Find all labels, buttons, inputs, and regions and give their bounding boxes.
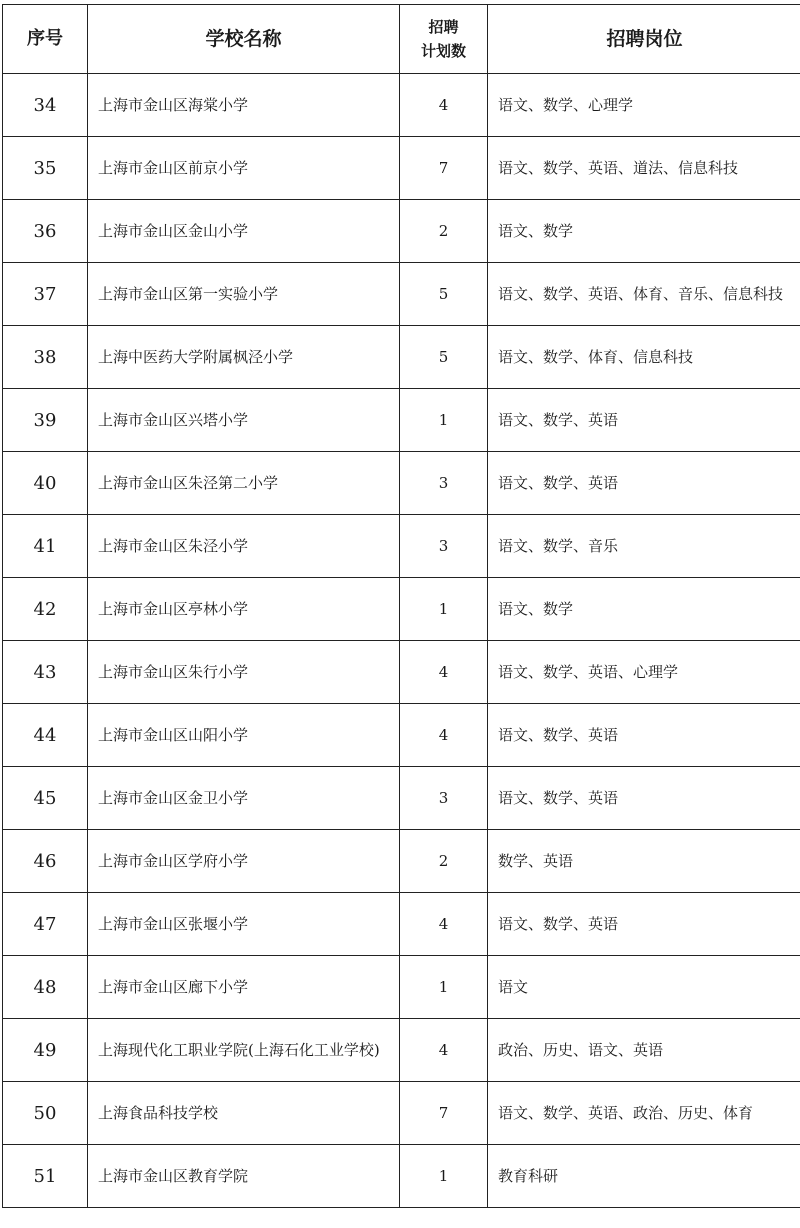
table-row	[3, 704, 800, 767]
row-plan-count: 3	[400, 515, 488, 578]
row-serial-number: 36	[3, 200, 88, 263]
table-row	[3, 893, 800, 956]
row-school-name: 上海市金山区朱泾第二小学	[88, 452, 400, 515]
row-plan-count: 2	[400, 200, 488, 263]
table-row	[3, 830, 800, 893]
row-plan-count: 5	[400, 326, 488, 389]
row-serial-number: 34	[3, 74, 88, 137]
row-serial-number: 43	[3, 641, 88, 704]
row-serial-number: 45	[3, 767, 88, 830]
table-row	[3, 452, 800, 515]
row-positions: 语文、数学、体育、信息科技	[488, 326, 800, 389]
row-plan-count: 2	[400, 830, 488, 893]
row-positions: 语文、数学、英语	[488, 893, 800, 956]
header-plan-count-line2: 计划数	[420, 42, 466, 60]
table-row	[3, 641, 800, 704]
header-serial-number: 序号	[3, 5, 88, 74]
row-serial-number: 49	[3, 1019, 88, 1082]
row-plan-count: 4	[400, 1019, 488, 1082]
header-school-name: 学校名称	[88, 5, 400, 74]
row-plan-count: 3	[400, 452, 488, 515]
row-positions: 政治、历史、语文、英语	[488, 1019, 800, 1082]
row-positions: 语文、数学、英语	[488, 767, 800, 830]
row-positions: 语文、数学、英语	[488, 704, 800, 767]
table-header-row	[3, 5, 800, 74]
row-plan-count: 4	[400, 704, 488, 767]
table-row	[3, 956, 800, 1019]
row-positions: 语文、数学、英语、政治、历史、体育	[488, 1082, 800, 1145]
table-row	[3, 326, 800, 389]
row-positions: 语文、数学、音乐	[488, 515, 800, 578]
row-plan-count: 1	[400, 956, 488, 1019]
table-row	[3, 74, 800, 137]
row-school-name: 上海中医药大学附属枫泾小学	[88, 326, 400, 389]
row-serial-number: 35	[3, 137, 88, 200]
row-positions: 语文、数学	[488, 200, 800, 263]
row-plan-count: 7	[400, 137, 488, 200]
row-positions: 语文、数学、英语、道法、信息科技	[488, 137, 800, 200]
row-school-name: 上海市金山区海棠小学	[88, 74, 400, 137]
recruitment-table	[2, 4, 800, 1208]
table-row	[3, 200, 800, 263]
row-serial-number: 37	[3, 263, 88, 326]
row-school-name: 上海市金山区金山小学	[88, 200, 400, 263]
row-school-name: 上海市金山区金卫小学	[88, 767, 400, 830]
row-positions: 语文、数学、英语、心理学	[488, 641, 800, 704]
row-school-name: 上海市金山区张堰小学	[88, 893, 400, 956]
row-serial-number: 51	[3, 1145, 88, 1208]
row-positions: 语文、数学、心理学	[488, 74, 800, 137]
row-serial-number: 44	[3, 704, 88, 767]
table-row	[3, 263, 800, 326]
row-school-name: 上海市金山区学府小学	[88, 830, 400, 893]
header-plan-count	[400, 5, 488, 74]
row-positions: 语文	[488, 956, 800, 1019]
row-plan-count: 1	[400, 389, 488, 452]
row-positions: 语文、数学、英语	[488, 452, 800, 515]
table-row	[3, 767, 800, 830]
row-school-name: 上海食品科技学校	[88, 1082, 400, 1145]
row-positions: 数学、英语	[488, 830, 800, 893]
row-school-name: 上海市金山区朱泾小学	[88, 515, 400, 578]
row-plan-count: 4	[400, 74, 488, 137]
table-row	[3, 1082, 800, 1145]
row-school-name: 上海市金山区前京小学	[88, 137, 400, 200]
row-serial-number: 46	[3, 830, 88, 893]
table-row	[3, 1145, 800, 1208]
row-plan-count: 1	[400, 1145, 488, 1208]
row-school-name: 上海现代化工职业学院(上海石化工业学校)	[88, 1019, 400, 1082]
row-plan-count: 4	[400, 893, 488, 956]
row-plan-count: 1	[400, 578, 488, 641]
row-school-name: 上海市金山区朱行小学	[88, 641, 400, 704]
row-serial-number: 47	[3, 893, 88, 956]
row-positions: 语文、数学	[488, 578, 800, 641]
row-serial-number: 42	[3, 578, 88, 641]
row-school-name: 上海市金山区亭林小学	[88, 578, 400, 641]
row-school-name: 上海市金山区第一实验小学	[88, 263, 400, 326]
row-positions: 教育科研	[488, 1145, 800, 1208]
table-row	[3, 389, 800, 452]
row-serial-number: 50	[3, 1082, 88, 1145]
row-plan-count: 3	[400, 767, 488, 830]
row-plan-count: 5	[400, 263, 488, 326]
table-row	[3, 515, 800, 578]
row-serial-number: 48	[3, 956, 88, 1019]
table-row	[3, 1019, 800, 1082]
row-plan-count: 7	[400, 1082, 488, 1145]
row-positions: 语文、数学、英语	[488, 389, 800, 452]
header-plan-count-line1: 招聘	[428, 18, 459, 36]
table-row	[3, 578, 800, 641]
row-positions: 语文、数学、英语、体育、音乐、信息科技	[488, 263, 800, 326]
row-school-name: 上海市金山区廊下小学	[88, 956, 400, 1019]
row-serial-number: 39	[3, 389, 88, 452]
row-serial-number: 41	[3, 515, 88, 578]
row-school-name: 上海市金山区教育学院	[88, 1145, 400, 1208]
row-school-name: 上海市金山区兴塔小学	[88, 389, 400, 452]
row-serial-number: 40	[3, 452, 88, 515]
row-school-name: 上海市金山区山阳小学	[88, 704, 400, 767]
row-plan-count: 4	[400, 641, 488, 704]
table-row	[3, 137, 800, 200]
header-positions: 招聘岗位	[488, 5, 800, 74]
row-serial-number: 38	[3, 326, 88, 389]
